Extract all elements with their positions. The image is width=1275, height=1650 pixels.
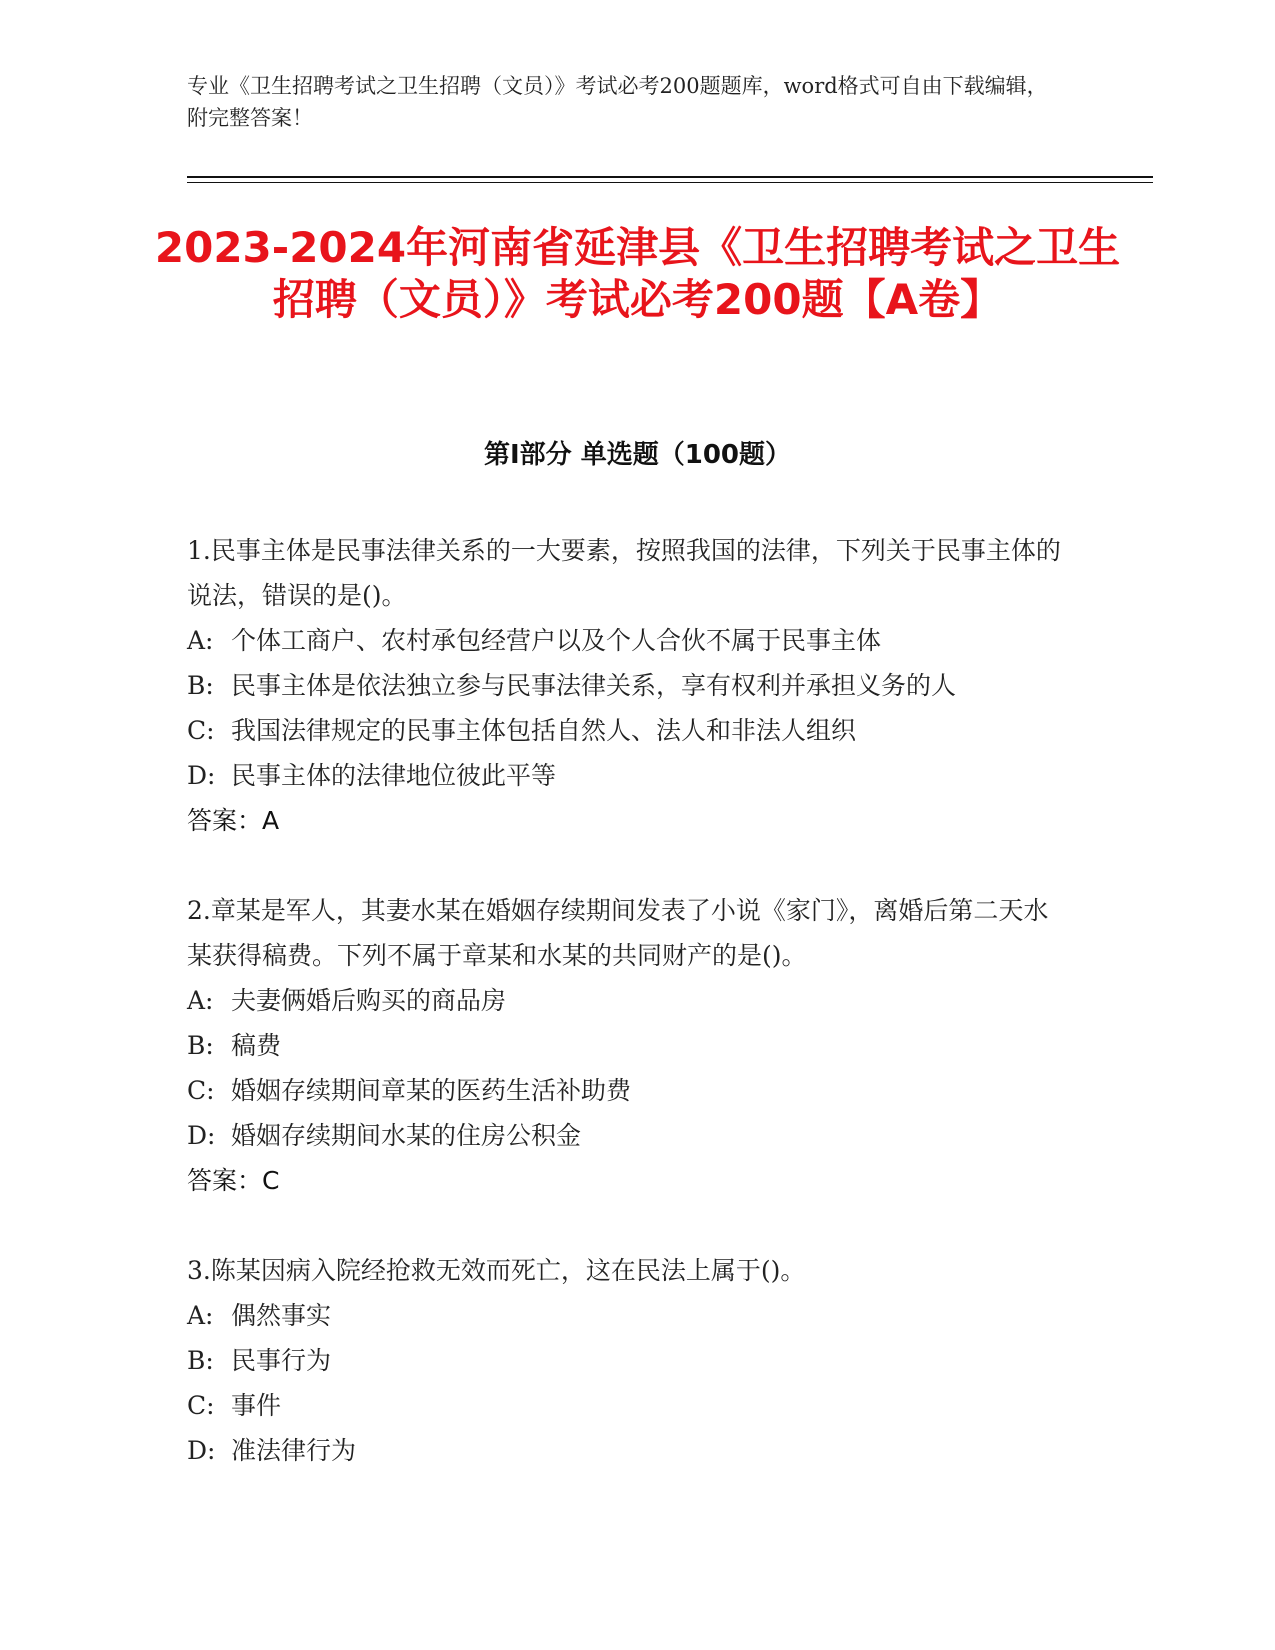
- option-key: B:: [187, 1031, 214, 1060]
- header-divider-thick: [187, 176, 1153, 178]
- option-key: A:: [187, 986, 214, 1015]
- option-text: 稿费: [231, 1031, 282, 1060]
- section-title: 第Ⅰ部分 单选题（100题）: [484, 440, 791, 470]
- option-key: D:: [187, 1121, 216, 1150]
- option-text: 我国法律规定的民事主体包括自然人、法人和非法人组织: [231, 716, 857, 745]
- option-key: A:: [187, 1301, 214, 1330]
- option-a: [187, 978, 1067, 1023]
- option-text: 民事行为: [231, 1346, 332, 1375]
- option-text: 偶然事实: [231, 1301, 332, 1330]
- option-key: C:: [187, 716, 215, 745]
- option-text: 婚姻存续期间水某的住房公积金: [231, 1121, 582, 1150]
- question-2: [187, 888, 1067, 1203]
- question-3: [187, 1248, 1067, 1473]
- option-key: B:: [187, 1346, 214, 1375]
- option-text: 事件: [231, 1391, 282, 1420]
- option-d: [187, 1113, 1067, 1158]
- option-key: D:: [187, 761, 216, 790]
- option-d: [187, 753, 1067, 798]
- option-a: [187, 618, 1067, 663]
- option-c: [187, 1068, 1067, 1113]
- question-list: [187, 528, 1067, 1518]
- option-d: [187, 1428, 1067, 1473]
- document-title: 2023-2024年河南省延津县《卫生招聘考试之卫生招聘（文员）》考试必考200题【A卷】: [154, 223, 1121, 324]
- header-note: 专业《卫生招聘考试之卫生招聘（文员）》考试必考200题题库，word格式可自由下载编辑，附完整答案！: [187, 74, 1048, 130]
- option-text: 婚姻存续期间章某的医药生活补助费: [231, 1076, 632, 1105]
- option-c: [187, 1383, 1067, 1428]
- option-b: [187, 1023, 1067, 1068]
- option-a: [187, 1293, 1067, 1338]
- answer-value: A: [262, 806, 280, 835]
- answer-value: C: [262, 1166, 280, 1195]
- option-key: C:: [187, 1076, 215, 1105]
- option-text: 准法律行为: [231, 1436, 357, 1465]
- question-stem: 1.民事主体是民事法律关系的一大要素，按照我国的法律，下列关于民事主体的说法，错误的是()。: [187, 536, 1061, 610]
- option-text: 民事主体是依法独立参与民事法律关系，享有权利并承担义务的人: [231, 671, 957, 700]
- answer-line: [187, 1158, 1067, 1203]
- option-key: B:: [187, 671, 214, 700]
- option-b: [187, 663, 1067, 708]
- answer-label: 答案：: [187, 806, 263, 835]
- question-stem: 2.章某是军人，其妻水某在婚姻存续期间发表了小说《家门》，离婚后第二天水某获得稿费。下列不属于章某和水某的共同财产的是()。: [187, 896, 1049, 970]
- answer-label: 答案：: [187, 1166, 263, 1195]
- option-key: A:: [187, 626, 214, 655]
- option-c: [187, 708, 1067, 753]
- header-divider-thin: [187, 182, 1153, 183]
- answer-line: [187, 798, 1067, 843]
- option-text: 民事主体的法律地位彼此平等: [231, 761, 557, 790]
- option-text: 个体工商户、农村承包经营户以及个人合伙不属于民事主体: [231, 626, 882, 655]
- option-key: C:: [187, 1391, 215, 1420]
- question-1: [187, 528, 1067, 843]
- option-b: [187, 1338, 1067, 1383]
- option-text: 夫妻俩婚后购买的商品房: [231, 986, 507, 1015]
- question-stem: 3.陈某因病入院经抢救无效而死亡，这在民法上属于()。: [187, 1256, 806, 1285]
- option-key: D:: [187, 1436, 216, 1465]
